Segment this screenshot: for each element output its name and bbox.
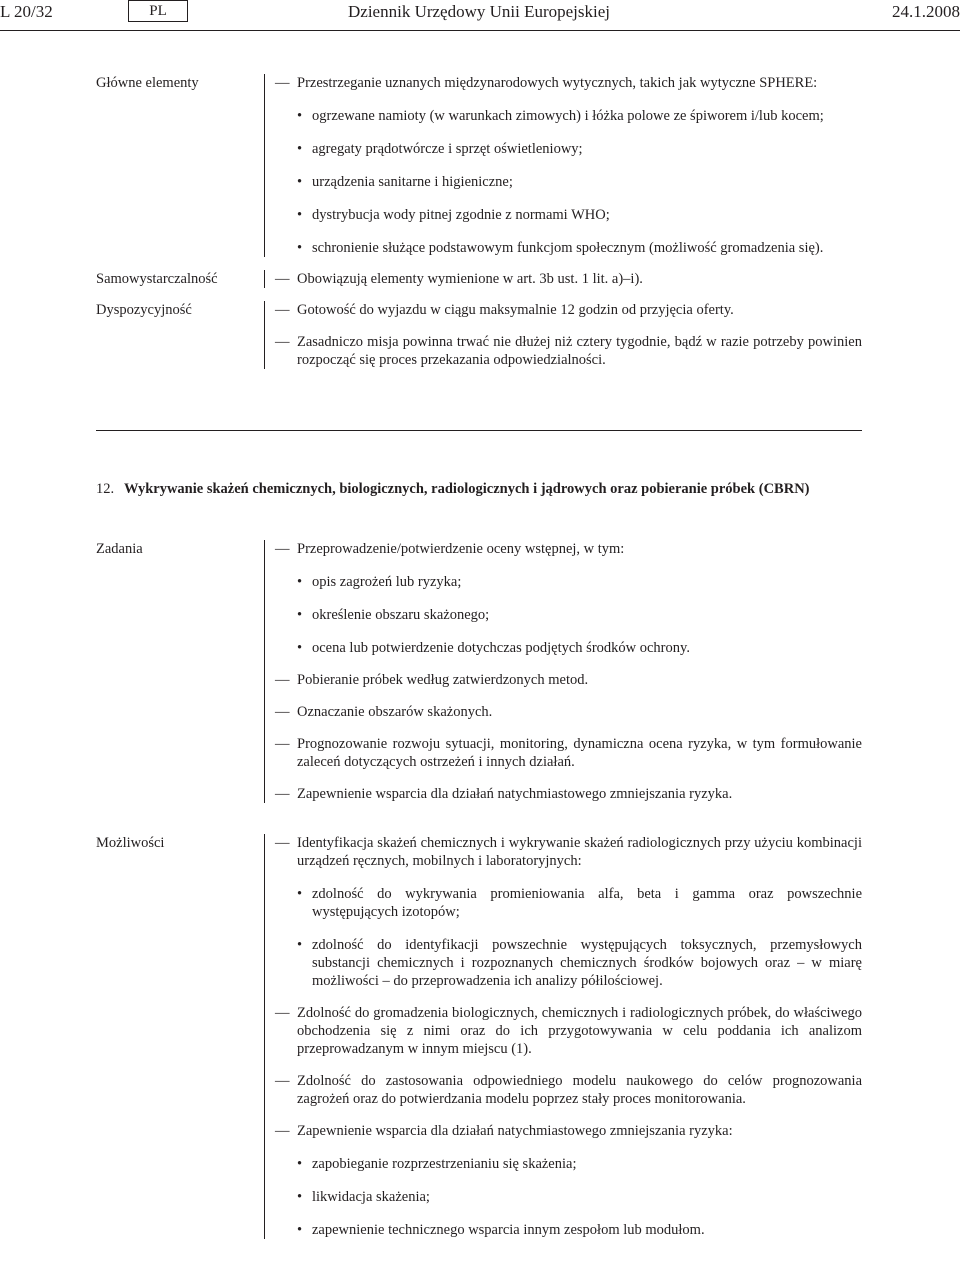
bullet-text: likwidacja skażenia; — [312, 1189, 430, 1205]
bullet-item — [264, 606, 862, 624]
bullet-text: opis zagrożeń lub ryzyka; — [312, 574, 462, 590]
bullet-item — [264, 885, 862, 921]
row-content — [264, 74, 862, 257]
table-bottom-rule — [96, 430, 862, 431]
item-text: Zasadniczo misja powinna trwać nie dłużej niż cztery tygodnie, bądź w razie potrzeby powinien rozpocząć się proces przekazania odpowiedzialności. — [297, 334, 862, 368]
list-item — [264, 671, 862, 689]
bullet-marker: • — [297, 207, 303, 223]
list-item — [264, 834, 862, 870]
dash-marker: — — [275, 75, 290, 91]
bullet-item — [264, 936, 862, 990]
section-number: 12. — [96, 481, 115, 497]
row-label: Główne elementy — [96, 75, 199, 91]
bullet-item — [264, 1188, 862, 1206]
bullet-marker: • — [297, 1189, 303, 1205]
dash-marker: — — [275, 736, 290, 752]
dash-marker: — — [275, 1123, 290, 1139]
list-item — [264, 1122, 862, 1140]
bullet-text: zdolność do wykrywania promieniowania alfa, beta i gamma oraz powszechnie występujących izotopów; — [312, 886, 862, 920]
bullet-item — [264, 107, 862, 125]
language-box: PL — [128, 0, 188, 22]
item-text: Pobieranie próbek według zatwierdzonych metod. — [297, 672, 589, 688]
bullet-marker: • — [297, 1222, 303, 1238]
row-content — [264, 301, 862, 369]
bullet-item — [264, 239, 862, 257]
bullet-item — [264, 173, 862, 191]
bullet-item — [264, 1221, 862, 1239]
bullet-text: agregaty prądotwórcze i sprzęt oświetleniowy; — [312, 141, 583, 157]
row-label: Możliwości — [96, 835, 165, 851]
table-row — [96, 301, 862, 369]
journal-title: Dziennik Urzędowy Unii Europejskiej — [348, 2, 611, 21]
bullet-marker: • — [297, 1156, 303, 1172]
bullet-text: ogrzewane namioty (w warunkach zimowych) i łóżka polowe ze śpiworem i/lub kocem; — [312, 108, 824, 124]
bullet-item — [264, 206, 862, 224]
dash-marker: — — [275, 1073, 290, 1089]
bullet-marker: • — [297, 640, 303, 656]
bullet-marker: • — [297, 240, 303, 256]
dash-marker: — — [275, 302, 290, 318]
item-text: Przestrzeganie uznanych międzynarodowych wytycznych, takich jak wytyczne SPHERE: — [297, 75, 818, 91]
bullet-marker: • — [297, 886, 303, 902]
bullet-item — [264, 639, 862, 657]
dash-marker: — — [275, 704, 290, 720]
header-rule — [0, 30, 960, 31]
dash-marker: — — [275, 672, 290, 688]
item-text: Identyfikacja skażeń chemicznych i wykrywanie skażeń radiologicznych przy użyciu kombinacji urządzeń ręcznych, mobilnych i laboratoryjnych: — [297, 835, 862, 869]
row-label: Zadania — [96, 541, 143, 557]
table-row — [96, 74, 862, 257]
item-text: Prognozowanie rozwoju sytuacji, monitoring, dynamiczna ocena ryzyka, w tym formułowanie zaleceń dotyczących ostrzeżeń i innych działań. — [297, 736, 862, 770]
bullet-text: schronienie służące podstawowym funkcjom społecznym (możliwość gromadzenia się). — [312, 240, 824, 256]
item-text: Przeprowadzenie/potwierdzenie oceny wstępnej, w tym: — [297, 541, 625, 557]
page-reference: L 20/32 — [0, 2, 53, 21]
bullet-marker: • — [297, 141, 303, 157]
bullet-item — [264, 573, 862, 591]
list-item — [264, 540, 862, 558]
bullet-text: ocena lub potwierdzenie dotychczas podjętych środków ochrony. — [312, 640, 690, 656]
item-text: Obowiązują elementy wymienione w art. 3b ust. 1 lit. a)–i). — [297, 271, 643, 287]
list-item — [264, 703, 862, 721]
bullet-marker: • — [297, 574, 303, 590]
bullet-item — [264, 140, 862, 158]
column-divider — [264, 74, 265, 257]
table-row — [96, 834, 862, 1239]
bullet-marker: • — [297, 937, 303, 953]
bullet-text: urządzenia sanitarne i higieniczne; — [312, 174, 513, 190]
dash-marker: — — [275, 541, 290, 557]
publication-date: 24.1.2008 — [892, 2, 960, 21]
bullet-item — [264, 1155, 862, 1173]
dash-marker: — — [275, 1005, 290, 1021]
list-item — [264, 74, 862, 92]
row-content — [264, 270, 862, 288]
dash-marker: — — [275, 835, 290, 851]
row-label: Samowystarczalność — [96, 271, 218, 287]
dash-marker: — — [275, 786, 290, 802]
item-text: Zapewnienie wsparcia dla działań natychmiastowego zmniejszania ryzyka. — [297, 786, 733, 802]
item-text: Zdolność do zastosowania odpowiedniego modelu naukowego do celów prognozowania zagrożeń oraz do potwierdzania modelu poprzez stały proces monitorowania. — [297, 1073, 862, 1107]
row-content — [264, 834, 862, 1239]
list-item — [264, 1072, 862, 1108]
table-row — [96, 540, 862, 803]
list-item — [264, 270, 862, 288]
table-cbrn — [96, 540, 862, 1239]
section-title: Wykrywanie skażeń chemicznych, biologicznych, radiologicznych i jądrowych oraz pobieranie próbek (CBRN) — [124, 481, 810, 497]
list-item — [264, 785, 862, 803]
list-item — [264, 301, 862, 319]
list-item — [264, 333, 862, 369]
bullet-marker: • — [297, 174, 303, 190]
row-label: Dyspozycyjność — [96, 302, 192, 318]
bullet-text: zapewnienie technicznego wsparcia innym zespołom lub modułom. — [312, 1222, 705, 1238]
item-text: Zdolność do gromadzenia biologicznych, chemicznych i radiologicznych próbek, do właściwego obchodzenia się z nimi oraz do ich przygotowywania w celu poddania ich analizom przeprowadzanym w innym miejscu (1). — [297, 1005, 862, 1057]
list-item — [264, 1004, 862, 1058]
page-header — [0, 0, 960, 31]
bullet-marker: • — [297, 108, 303, 124]
bullet-text: dystrybucja wody pitnej zgodnie z normami WHO; — [312, 207, 610, 223]
table-elements — [96, 74, 862, 369]
item-text: Gotowość do wyjazdu w ciągu maksymalnie 12 godzin od przyjęcia oferty. — [297, 302, 734, 318]
bullet-text: zdolność do identyfikacji powszechnie występujących toksycznych, przemysłowych substancji chemicznych i rozpoznanych chemicznych środków bojowych oraz – w miarę możliwości – do przeprowadzenia ich analizy półilościowej. — [312, 937, 862, 989]
row-content — [264, 540, 862, 803]
dash-marker: — — [275, 334, 290, 350]
section-heading — [96, 480, 862, 498]
bullet-text: zapobieganie rozprzestrzenianiu się skażenia; — [312, 1156, 577, 1172]
list-item — [264, 735, 862, 771]
dash-marker: — — [275, 271, 290, 287]
table-row — [96, 270, 862, 288]
item-text: Zapewnienie wsparcia dla działań natychmiastowego zmniejszania ryzyka: — [297, 1123, 733, 1139]
item-text: Oznaczanie obszarów skażonych. — [297, 704, 493, 720]
bullet-text: określenie obszaru skażonego; — [312, 607, 490, 623]
bullet-marker: • — [297, 607, 303, 623]
